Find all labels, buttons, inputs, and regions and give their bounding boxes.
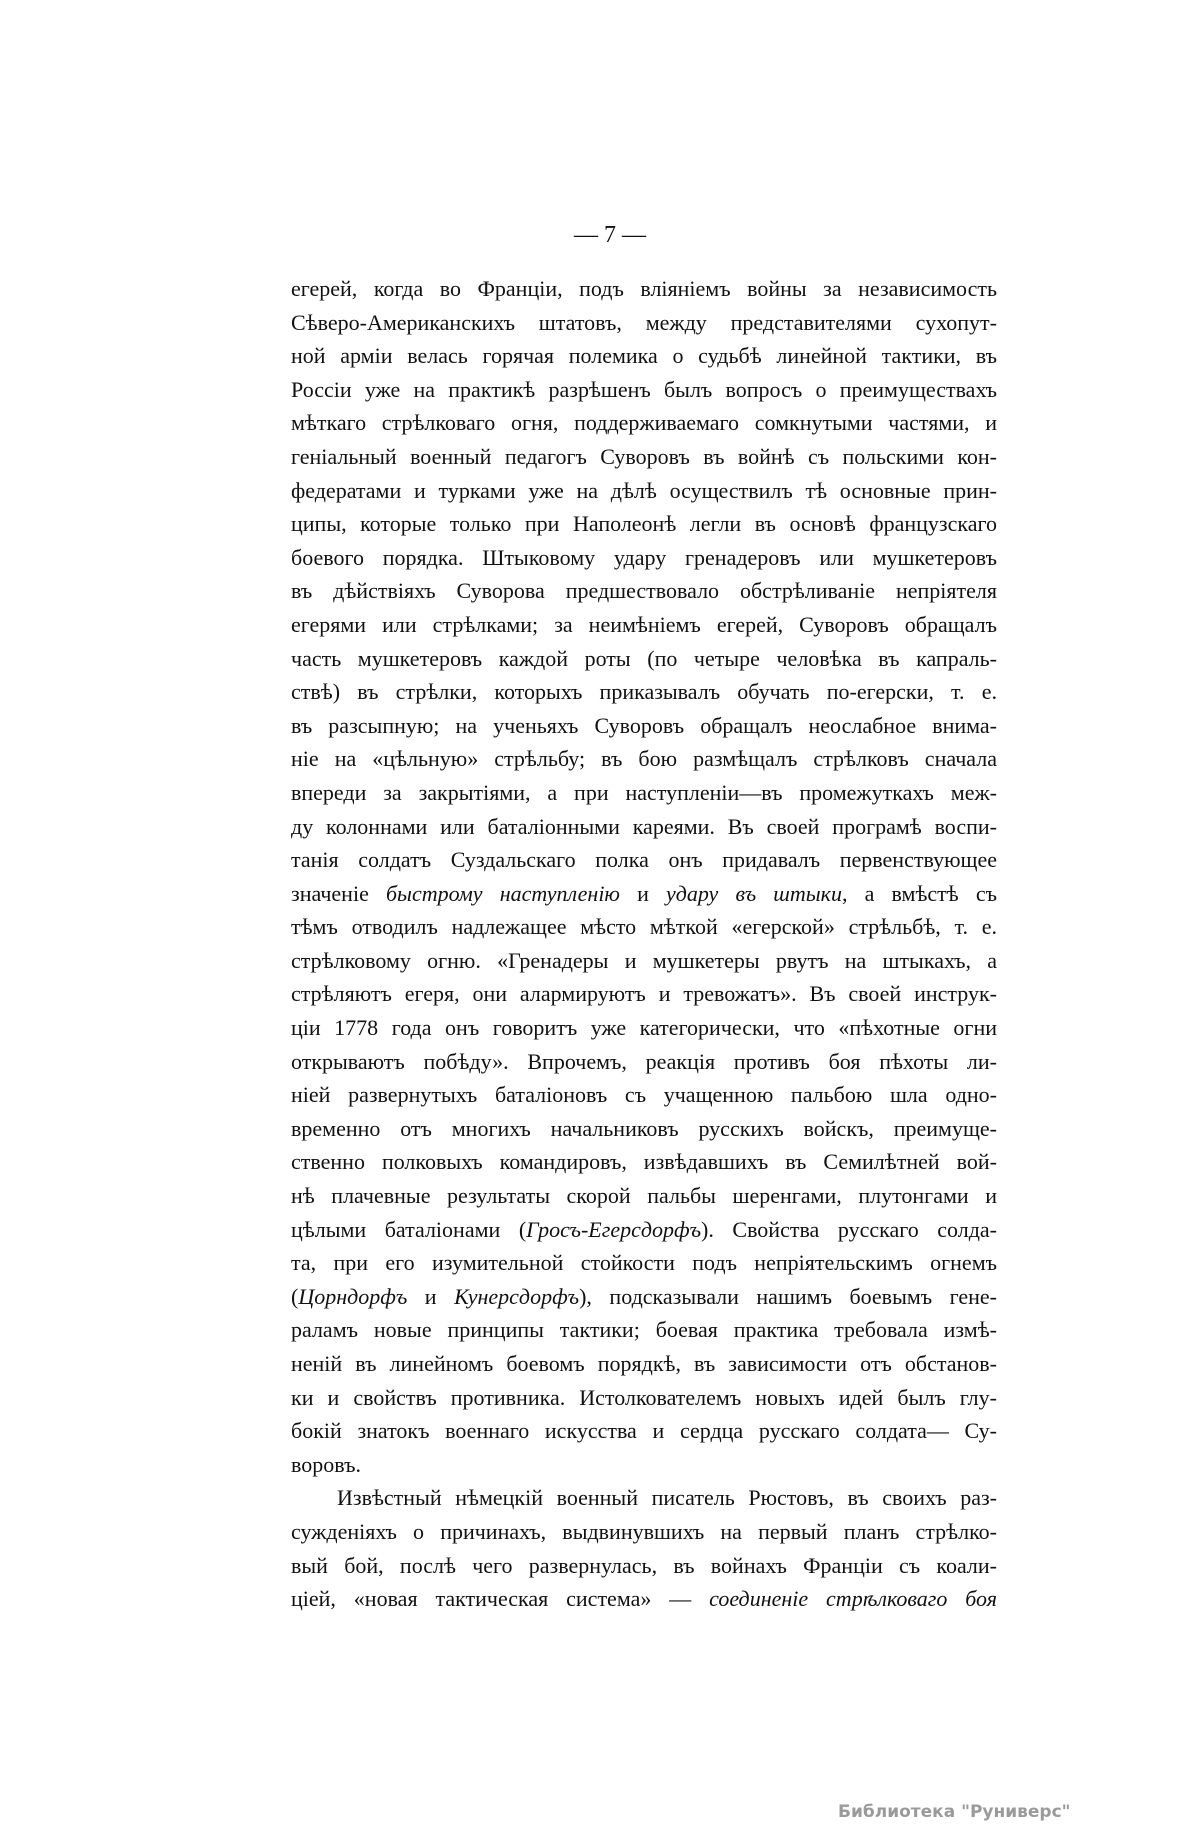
text-segment: Россіи уже на практикѣ разрѣшенъ былъ вопросъ о преимуществахъ <box>291 376 997 402</box>
text-segment: воровъ. <box>291 1451 361 1477</box>
text-segment: раламъ новые принципы тактики; боевая практика требовала измѣ- <box>291 1317 997 1343</box>
text-line <box>291 474 997 508</box>
text-segment: вый бой, послѣ чего развернулась, въ войнахъ Франціи съ коали- <box>291 1552 997 1578</box>
text-line <box>291 1179 997 1213</box>
text-segment: часть мушкетеровъ каждой роты (по четыре человѣка въ капраль- <box>291 645 997 671</box>
text-line <box>291 877 997 911</box>
text-line <box>291 1246 997 1280</box>
text-segment: ки и свойствъ противника. Истолкователемъ новыхъ идей былъ глу- <box>291 1384 997 1410</box>
text-line <box>291 1112 997 1146</box>
text-line <box>291 977 997 1011</box>
text-segment: неній въ линейномъ боевомъ порядкѣ, въ зависимости отъ обстанов- <box>291 1351 997 1376</box>
text-segment: и <box>407 1283 455 1309</box>
text-line <box>291 1313 997 1347</box>
text-segment: и <box>619 880 667 906</box>
text-line <box>291 574 997 608</box>
text-line <box>291 440 997 474</box>
text-segment: ніе на «цѣльную» стрѣльбу; въ бою размѣщалъ стрѣлковъ сначала <box>291 746 997 772</box>
italic-text: удару въ штыки <box>666 880 842 906</box>
text-segment: ной арміи велась горячая полемика о судьбѣ линейной тактики, въ <box>291 343 997 369</box>
text-segment: временно отъ многихъ начальниковъ русскихъ войскъ, преимуще- <box>291 1115 997 1141</box>
page-number: — 7 — <box>574 222 646 248</box>
italic-text: быстрому наступленію <box>385 880 620 906</box>
italic-text: Гросъ-Егерсдорфъ <box>526 1216 702 1242</box>
text-segment: нѣ плачевные результаты скорой пальбы шеренгами, плутонгами и <box>291 1183 997 1209</box>
text-segment: ніей развернутыхъ баталіоновъ съ учащенною пальбою шла одно- <box>291 1082 997 1108</box>
text-line <box>291 507 997 541</box>
text-line <box>291 339 997 373</box>
text-line <box>291 1582 997 1616</box>
text-segment: ціей, «новая тактическая система» — <box>291 1586 710 1612</box>
italic-text: Кунерсдорфъ <box>454 1283 580 1309</box>
text-line <box>291 1145 997 1179</box>
text-line <box>291 373 997 407</box>
text-line <box>291 1414 997 1448</box>
text-line <box>291 675 997 709</box>
text-line <box>291 742 997 776</box>
text-line <box>291 1481 997 1515</box>
text-line <box>291 776 997 810</box>
text-line <box>291 1381 997 1415</box>
text-line <box>291 1045 997 1079</box>
text-segment: ствѣ) въ стрѣлки, которыхъ приказывалъ обучать по-егерски, т. е. <box>291 679 997 705</box>
text-segment: ственно полковыхъ командировъ, извѣдавшихъ въ Семилѣтней вой- <box>291 1149 997 1175</box>
library-watermark: Библиотека "Руниверс" <box>838 1802 1071 1822</box>
text-line <box>291 944 997 978</box>
text-segment: открываютъ побѣду». Впрочемъ, реакція противъ боя пѣхоты ли- <box>291 1048 997 1074</box>
text-segment: та, при его изумительной стойкости подъ непріятельскимъ огнемъ <box>291 1250 997 1276</box>
text-segment: ципы, которые только при Наполеонѣ легли въ основѣ французскаго <box>291 511 997 537</box>
text-line <box>291 272 997 306</box>
text-segment: ду колоннами или баталіонными кареями. Въ своей програмѣ воспи- <box>291 813 997 839</box>
text-segment: тѣмъ отводилъ надлежащее мѣсто мѣткой «егерской» стрѣльбѣ, т. е. <box>291 914 997 940</box>
text-segment: ( <box>291 1283 299 1309</box>
text-segment: стрѣлковому огню. «Гренадеры и мушкетеры рвутъ на штыкахъ, а <box>291 947 997 973</box>
text-segment: цѣлыми баталіонами ( <box>291 1216 527 1242</box>
text-line <box>291 1078 997 1112</box>
text-line <box>291 1448 997 1482</box>
page-body-text <box>291 272 997 1616</box>
text-line <box>291 910 997 944</box>
text-segment: въ дѣйствіяхъ Суворова предшествовало обстрѣливаніе непріятеля <box>291 578 997 604</box>
text-line <box>291 1213 997 1247</box>
text-segment: значеніе <box>291 880 386 906</box>
text-segment: егерей, когда во Франціи, подъ вліяніемъ войны за независимость <box>291 276 997 301</box>
text-segment: ціи 1778 года онъ говоритъ уже категорически, что «пѣхотные огни <box>291 1015 997 1041</box>
italic-text: Цорндорфъ <box>298 1283 408 1309</box>
text-line <box>291 843 997 877</box>
text-line <box>291 608 997 642</box>
italic-text: соединеніе стрѣлковаго боя <box>709 1586 997 1612</box>
text-segment: Сѣверо-Американскихъ штатовъ, между представителями сухопут- <box>291 309 997 335</box>
text-line <box>291 1515 997 1549</box>
text-segment: ). Свойства русскаго солда- <box>701 1216 997 1242</box>
text-line <box>291 709 997 743</box>
text-segment: боевого порядка. Штыковому удару гренадеровъ или мушкетеровъ <box>291 544 997 570</box>
text-line <box>291 1549 997 1583</box>
text-segment: впереди за закрытіями, а при наступленіи—въ промежуткахъ меж- <box>291 779 997 805</box>
text-segment: танія солдатъ Суздальскаго полка онъ придавалъ первенствующее <box>291 847 997 873</box>
text-segment: ), подсказывали нашимъ боевымъ гене- <box>579 1283 997 1309</box>
text-line <box>291 642 997 676</box>
text-segment: геніальный военный педагогъ Суворовъ въ войнѣ съ польскими кон- <box>291 443 997 469</box>
text-segment: , а вмѣстѣ съ <box>841 880 997 906</box>
text-line <box>291 306 997 340</box>
text-line <box>291 541 997 575</box>
text-line <box>291 406 997 440</box>
text-line <box>291 1011 997 1045</box>
text-segment: мѣткаго стрѣлковаго огня, поддерживаемаго сомкнутыми частями, и <box>291 410 997 436</box>
text-segment: въ разсыпную; на ученьяхъ Суворовъ обращалъ неослабное внима- <box>291 712 997 738</box>
text-segment: федератами и турками уже на дѣлѣ осуществилъ тѣ основные прин- <box>291 477 997 503</box>
text-segment: стрѣляютъ егеря, они алармируютъ и тревожатъ». Въ своей инструк- <box>291 981 997 1007</box>
text-line <box>291 1280 997 1314</box>
text-line <box>291 1347 997 1381</box>
text-line <box>291 810 997 844</box>
text-segment: Извѣстный нѣмецкій военный писатель Рюстовъ, въ своихъ раз- <box>337 1485 997 1511</box>
text-segment: егерями или стрѣлками; за неимѣніемъ егерей, Суворовъ обращалъ <box>291 611 997 637</box>
text-segment: сужденіяхъ о причинахъ, выдвинувшихъ на первый планъ стрѣлко- <box>291 1518 997 1544</box>
text-segment: бокій знатокъ военнаго искусства и сердца русскаго солдата— Су- <box>291 1418 997 1444</box>
